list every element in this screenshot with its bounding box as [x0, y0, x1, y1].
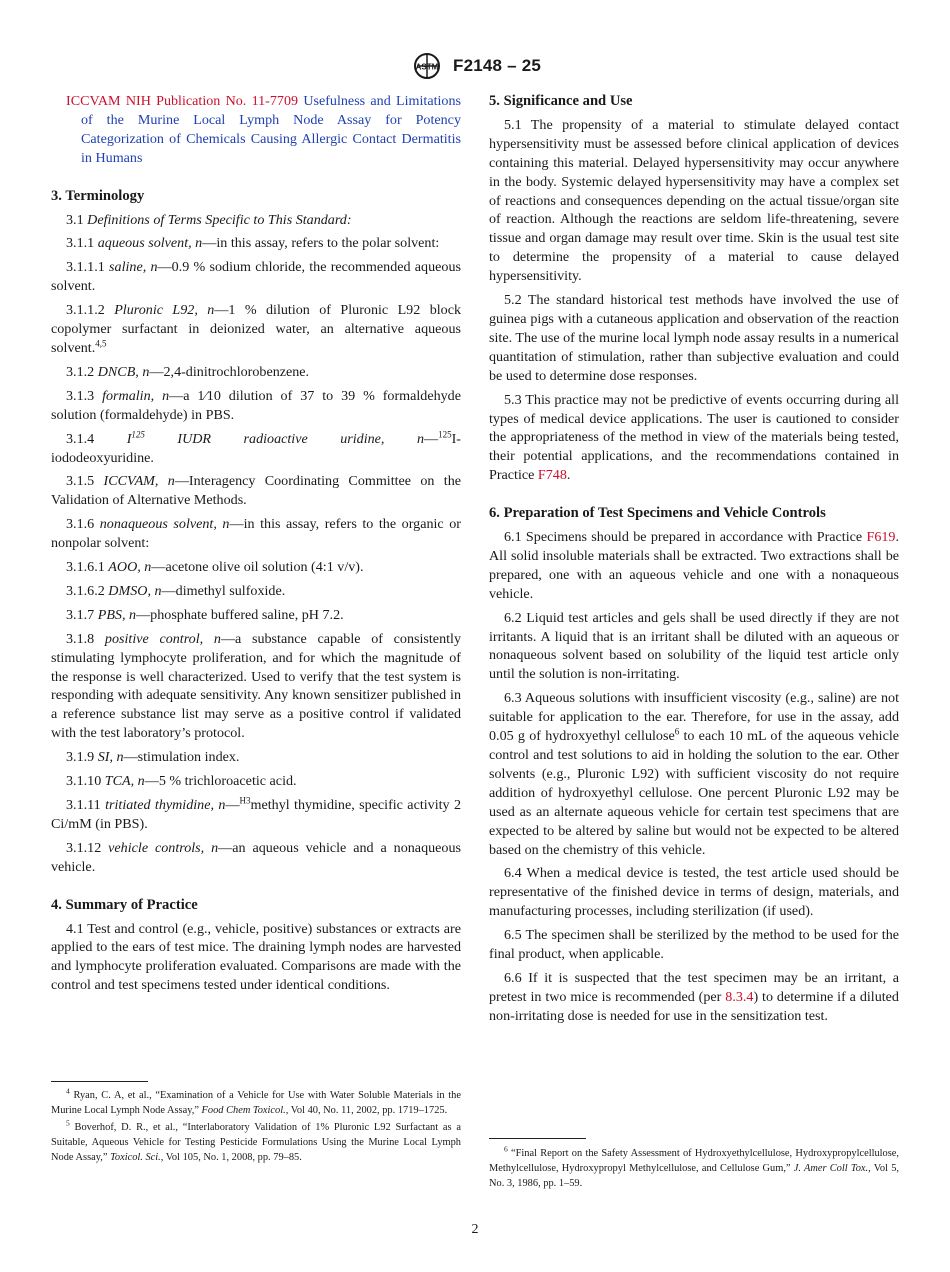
paragraph-6-1: 6.1 Specimens should be prepared in accordance with Practice F619. All solid insoluble materials shall be extracted. Two extractions shall be prepared, one with an aqueous vehicle and one with a nonaqueous vehicle. — [489, 529, 899, 602]
footnote-ref-4-5: 4,5 — [95, 338, 107, 349]
footnote-ref-6: 6 — [674, 726, 680, 737]
footnote-5: $^5$ Boverhof, D. R., et al., “Interlaboratory Validation of 1% Pluronic L92 Surfactant as a Suitable, Aqueous Vehicle for Testing Pesticide Formulations Using the Murine Local Lymph Node Assay,” Toxicol. Sci., Vol 105, No. 1, 2008, pp. 79–85. — [51, 1118, 461, 1163]
section-6-heading: 6. Preparation of Test Specimens and Vehicle Controls — [489, 505, 826, 522]
section-3-heading: 3. Terminology — [51, 187, 145, 204]
fraction: 1⁄10 — [197, 387, 221, 404]
paragraph-4-1: 4.1 Test and control (e.g., vehicle, positive) substances or extracts are applied to the ears of test mice. The draining lymph nodes are harvested and lymphocyte proliferation evaluated. Comparisons are made with the control and test specimens tested under identical conditions. — [51, 920, 461, 994]
logo-text: ASTM — [415, 62, 439, 72]
term-3-1-6-2: 3.1.6.2 DMSO, n—dimethyl sulfoxide. — [66, 582, 286, 599]
term-3-1: 3.1 Definitions of Terms Specific to This Standard: — [66, 211, 352, 228]
reference-title-link[interactable]: Usefulness and Limitations of the Murine Local Lymph Node Assay for Potency Categorization of Chemicals Causing Allergic Contact Dermatitis in Humans — [81, 93, 462, 166]
link-f619[interactable]: F619 — [866, 529, 896, 546]
footnote-4: $^4$ Ryan, C. A, et al., “Examination of a Vehicle for Use with Water Soluble Materials in the Murine Local Lymph Node Assay,” Food Chem Toxicol., Vol 40, No. 11, 2002, pp. 1719–1725. — [51, 1086, 461, 1116]
term-3-1-6-1: 3.1.6.1 AOO, n—acetone olive oil solution (4:1 v/v). — [66, 559, 364, 576]
footnote-6: $^6$ “Final Report on the Safety Assessment of Hydroxyethylcellulose, Hydroxypropylcellulose, Methylcellulose, Hydroxypropyl Methylcellulose, and Cellulose Gum,” J. Amer Coll Tox., Vol 5, No. 3, 1986, pp. 1–59. — [489, 1144, 900, 1189]
term-3-1-4: 3.1.4 $I^{125}$ IUDR radioactive uridine, n—$^{125}$I-iododeoxyuridine. — [51, 428, 461, 466]
footnotes-left — [51, 1088, 461, 1167]
link-f748[interactable]: F748 — [537, 467, 567, 484]
term-3-1-5: 3.1.5 ICCVAM, n—Interagency Coordinating Committee on the Validation of Alternative Methods. — [51, 473, 461, 509]
paragraph-6-6: 6.6 If it is suspected that the test specimen may be an irritant, a pretest in two mice is recommended (per 8.3.4) to determine if a diluted non-irritating dose is needed for use in the sensitization test. — [489, 969, 899, 1024]
term-3-1-6: 3.1.6 nonaqueous solvent, n—in this assay, refers to the organic or nonpolar solvent: — [51, 516, 461, 552]
paragraph-6-5: 6.5 The specimen shall be sterilized by the method to be used for the final product, when applicable. — [489, 927, 899, 963]
paragraph-5-2: 5.2 The standard historical test methods have involved the use of guinea pigs with a cutaneous application and observation of the reaction site. The use of the murine local lymph node assay results in a numerical quantitation of stimulation, rather than subjective evaluation and could be used to determine dose responses. — [489, 292, 899, 384]
term-3-1-12: 3.1.12 vehicle controls, n—an aqueous vehicle and a nonaqueous vehicle. — [51, 839, 461, 875]
paragraph-6-4: 6.4 When a medical device is tested, the test article used should be representative of the finished device in terms of design, materials, and manufacturing processes, including sterilization (if used). — [489, 865, 899, 920]
section-4-heading: 4. Summary of Practice — [51, 896, 198, 913]
reference-iccvam — [51, 92, 461, 168]
page-header — [0, 50, 950, 82]
term-3-1-1-2: 3.1.1.2 Pluronic L92, n—1 % dilution of Pluronic L92 block copolymer surfactant in deionized water, an alternative aqueous solvent.$^{4,5}$ — [51, 302, 462, 356]
paragraph-6-2: 6.2 Liquid test articles and gels shall be used directly if they are not irritants. A liquid that is an irritant shall be diluted with an aqueous or nonaqueous solvent based on solubility of the liquid test article only until the solution is non-irritating. — [489, 609, 899, 683]
page-number: 2 — [471, 1222, 479, 1237]
paragraph-5-1: 5.1 The propensity of a material to stimulate delayed contact hypersensitivity must be assessed before clinical application of devices containing this material. Delayed hypersensitivity may occur anywhere in the body. Systemic delayed hypersensitivity may have a complex set of reactions and consequences depending on the actual tissue/organ site of reaction. Although the reactions are seldom life-threatening, severe tissue and organ damage may result over time. Skin is the usual test site to determine the propensity of a material to cause delayed hypersensitivity. — [489, 116, 899, 285]
footnote-rule-left — [51, 1081, 148, 1082]
term-3-1-3: 3.1.3 formalin, n—a 1⁄10 dilution of 37 to 39 % formaldehyde solution (formaldehyde) in PBS. — [51, 387, 461, 423]
standard-code: F2148 – 25 — [452, 56, 541, 75]
term-3-1-7: 3.1.7 PBS, n—phosphate buffered saline, pH 7.2. — [66, 606, 344, 623]
paragraph-6-3: 6.3 Aqueous solutions with insufficient viscosity (e.g., saline) are not suitable for application to the ear. Therefore, for use in the assay, add 0.05 g of hydroxyethyl cellulose$^6$ to each 10 mL of the aqueous vehicle control and test solutions to aid in holding the solution to the ear. Other solvents (e.g., Pluronic L92) with sufficient viscosity do not require addition of hydroxyethyl cellulose. One percent Pluronic L92 may be used as an alternate aqueous vehicle for certain test specimens that are expected to be altered by saline but would not be expected to be altered based on the chemistry of this vehicle. — [489, 690, 899, 858]
term-3-1-8: 3.1.8 positive control, n—a substance capable of consistently stimulating lymphocyte proliferation, and for which the magnitude of the response is well characterized. Used to verify that the test system is responding with adequate sensitivity. Any known sensitizer published in a reference substance list may serve as a positive control if validated with the test laboratory’s protocol. — [51, 630, 461, 742]
term-3-1-1: 3.1.1 aqueous solvent, n—in this assay, refers to the polar solvent: — [66, 235, 440, 252]
footnote-rule-right — [489, 1138, 586, 1139]
term-3-1-10: 3.1.10 TCA, n—5 % trichloroacetic acid. — [66, 773, 297, 790]
term-3-1-11: 3.1.11 tritiated thymidine, n—$^{H3}$methyl thymidine, specific activity 2 Ci/mM (in PBS). — [51, 795, 462, 832]
link-8-3-4[interactable]: 8.3.4 — [725, 988, 754, 1005]
term-3-1-1-1: 3.1.1.1 saline, n—0.9 % sodium chloride, the recommended aqueous solvent. — [51, 259, 461, 295]
reference-pub-link[interactable]: ICCVAM NIH Publication No. 11-7709 — [66, 93, 299, 109]
astm-logo-icon — [409, 50, 445, 82]
paragraph-5-3: 5.3 This practice may not be predictive of events occurring during all types of medical device applications. The user is cautioned to consider the appropriateness of the method in view of the materials being tested, their potential applications, and the recommendations contained in Practice F748. — [489, 391, 899, 484]
left-column — [51, 92, 461, 1000]
section-5-heading: 5. Significance and Use — [489, 93, 633, 109]
right-column — [489, 92, 899, 1031]
term-3-1-9: 3.1.9 SI, n—stimulation index. — [66, 749, 240, 766]
term-3-1-2: 3.1.2 DNCB, n—2,4-dinitrochlorobenzene. — [66, 363, 310, 380]
footnotes-right — [489, 1146, 899, 1193]
